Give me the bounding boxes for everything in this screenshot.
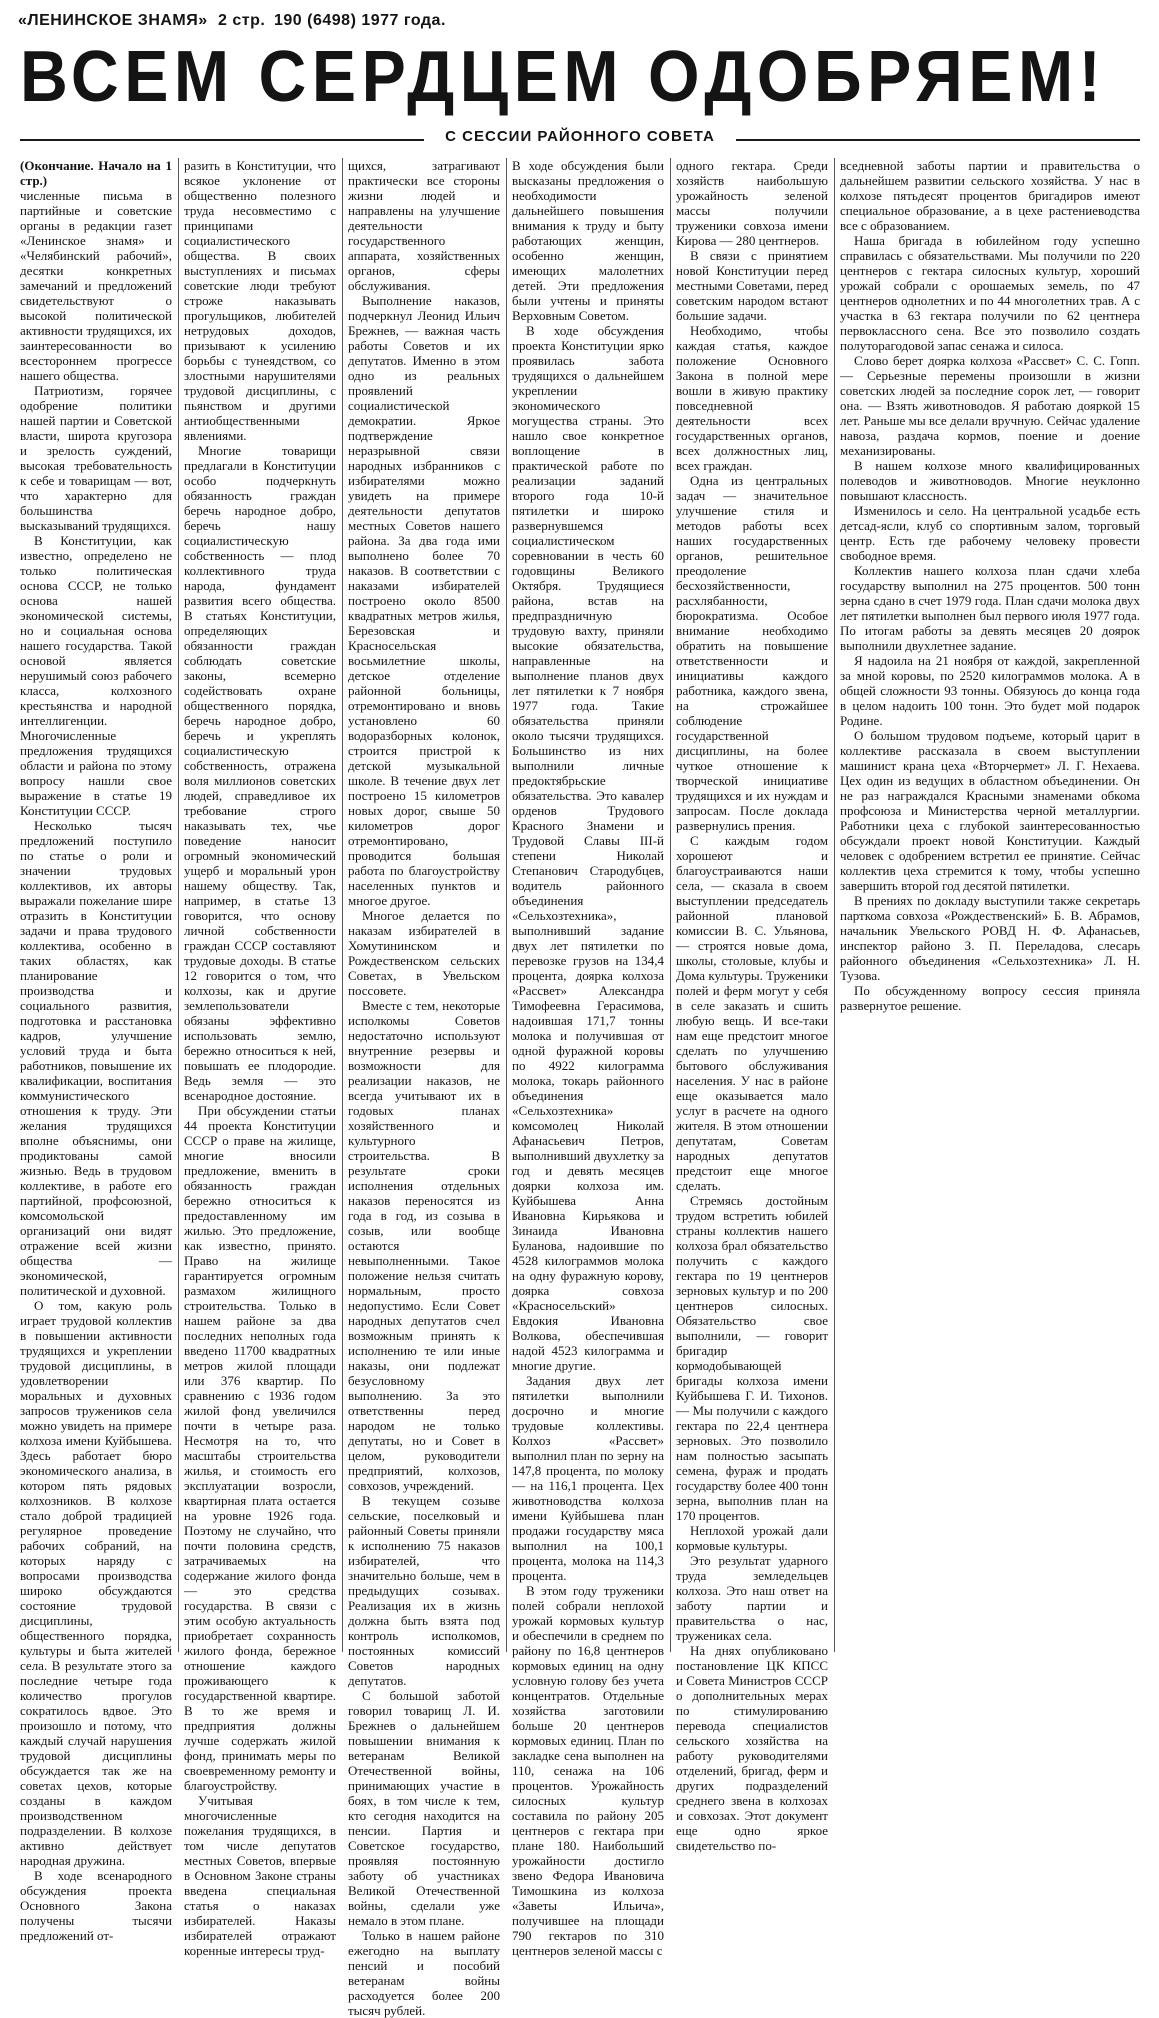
paragraph: Многое делается по наказам избирателей в Хомутининском и Рождественском сельских Советах, в Увельском поссовете. — [348, 908, 500, 998]
subhead-block — [20, 128, 1140, 152]
paragraph: численные письма в партийные и советские органы в редакции газет «Ленинское знамя» и «Челябинский рабочий», десятки конкретных замечаний и предложений свидетельствуют о высокой политической активности трудящихся, их заинтересованности во всестороннем прогрессе нашего общества. — [20, 188, 172, 383]
paragraph: В ходе обсуждения были высказаны предложения о необходимости дальнейшего повышения внимания к труду и быту работающих женщин, особенно женщин, имеющих малолетних детей. Эти предложения были учтены и приняты Верховным Советом. — [512, 158, 664, 323]
paragraph: Изменилось и село. На центральной усадьбе есть детсад-ясли, клуб со спортивным залом, торговый центр. Есть где рабочему человеку провести свободное время. — [840, 503, 1140, 563]
column-5 — [676, 158, 828, 1853]
paragraph: В ходе всенародного обсуждения проекта Основного Закона получены тысячи предложений от- — [20, 1868, 172, 1943]
column-3 — [348, 158, 500, 2018]
paragraph: Задания двух лет пятилетки выполнили досрочно и многие трудовые коллективы. Колхоз «Рассвет» выполнил план по зерну на 147,8 процента, по молоку — на 116,1 процента. Цех животноводства колхоза имени Куйбышева план продажи государству мяса выполнил на 100,1 процента, молока на 114,3 процента. — [512, 1373, 664, 1583]
paragraph: В прениях по докладу выступили также секретарь парткома совхоза «Рождественский» Б. В. Абрамов, начальник Увельского РОВД Н. Ф. Афанасьев, инспектор районо З. П. Переладова, слесарь районного объединения «Сельхозтехника» Л. Н. Тузова. — [840, 893, 1140, 983]
continuation-note: (Окончание. Начало на 1 стр.) — [20, 158, 172, 188]
paragraph: В этом году труженики полей собрали неплохой урожай кормовых культур и обеспечили в среднем по району по 16,8 центнеров кормовых единиц на одну условную голову без учета концентратов. Отдельные хозяйства заготовили больше 20 центнеров кормовых единиц. План по закладке сена выполнен на 110, сенажа на 106 процентов. Урожайность силосных культур составила по району 205 центнеров с гектара при плане 180. Наибольший урожайности достигло звено Федора Ивановича Тимошкина из колхоза «Заветы Ильича», получившее на площади 790 гектаров по 310 центнеров зеленой массы с — [512, 1583, 664, 1958]
paragraph: В ходе обсуждения проекта Конституции ярко проявилась забота трудящихся о дальнейшем укреплении экономического могущества страны. Это нашло свое конкретное воплощение в практической работе по реализации заданий второго года 10-й пятилетки и широко развернувшемся социалистическом соревновании в честь 60 годовщины Великого Октября. Трудящиеся района, встав на предпраздничную трудовую вахту, приняли высокие обязательства, направленные на выполнение планов двух лет пятилетки к 7 ноября 1977 года. Такие обязательства приняли около тысячи трудящихся. Большинство из них выполнили личные предоктябрьские обязательства. Это кавалер орденов Трудового Красного Знамени и Трудовой Славы III-й степени Николай Степанович Стародубцев, водитель районного объединения «Сельхозтехника», выполнивший задание двух лет пятилетки по перевозке грузов на 134,4 процента, доярка колхоза «Рассвет» Александра Тимофеевна Герасимова, надоившая 171,7 тонны молока и получившая от одной фуражной коровы по 4922 килограмма молока, токарь районного объединения «Сельхозтехника» комсомолец Николай Афанасьевич Петров, выполнивший двухлетку за год и девять месяцев доярки колхоза им. Куйбышева Анна Ивановна Кирьякова и Зинаида Ивановна Буланова, надоившие по 4528 килограммов молока на одну фуражную корову, доярка совхоза «Красносельский» Евдокия Ивановна Волкова, обеспечившая надой 4523 килограмма и многие другие. — [512, 323, 664, 1373]
headline: ВСЕМ СЕРДЦЕМ ОДОБРЯЕМ! — [20, 37, 1107, 117]
subhead: С СЕССИИ РАЙОННОГО СОВЕТА — [445, 128, 715, 145]
paragraph: Вместе с тем, некоторые исполкомы Советов недостаточно используют внутренние резервы и возможности для реализации наказов, не всегда учитывают их в годовых планах хозяйственного и культурного строительства. В результате сроки исполнения отдельных наказов переносятся из года в год, из созыва в созыв, или вообще остаются невыполненными. Такое положение нельзя считать нормальным, просто недопустимо. Если Совет народных депутатов счел возможным принять к исполнению те или иные наказы, они подлежат безусловному выполнению. За это ответственны перед народом не только депутаты, но и Совет в целом, руководители предприятий, колхозов, совхозов, учреждений. — [348, 998, 500, 1493]
paragraph: Наша бригада в юбилейном году успешно справилась с обязательствами. Мы получили по 220 центнеров с гектара силосных культур, хороший урожай собрали с орошаемых земель, по 47 центнеров однолетних и по 44 многолетних трав. А с участка в 63 гектара получили по 62 центнера первоклассного сена. Все это позволило создать полуторагодовой запас сенажа и силоса. — [840, 233, 1140, 353]
paragraph: Патриотизм, горячее одобрение политики нашей партии и Советской власти, широта кругозора и зрелость суждений, высокая требовательность к себе и товарищам — вот, что характерно для большинства высказываний трудящихся. — [20, 383, 172, 533]
column-rule — [506, 158, 507, 1652]
column-6 — [840, 158, 1140, 1652]
paragraph: Я надоила на 21 ноября от каждой, закрепленной за мной коровы, по 2520 килограммов молока. А в общей сложности 93 тонны. Обязуюсь до конца года в целом надоить 100 тонн. Это будет мой подарок Родине. — [840, 653, 1140, 728]
paragraph: С каждым годом хорошеют и благоустраиваются наши села, — сказала в своем выступлении председатель районной плановой комиссии В. С. Ульянова, — строятся новые дома, школы, столовые, клубы и Дома культуры. Труженики полей и ферм могут у себя в селе заказать и сшить любую вещь. И все-таки нам еще предстоит многое сделать по улучшению бытового обслуживания населения. У нас в районе еще оказывается мало услуг в расчете на одного жителя. В этом отношении депутатам, Советам народных депутатов предстоит еще многое сделать. — [676, 833, 828, 1193]
paragraph: Необходимо, чтобы каждая статья, каждое положение Основного Закона в полной мере вошли в живую практику повседневной деятельности всех государственных органов, всех должностных лиц, всех граждан. — [676, 323, 828, 473]
column-rule — [178, 158, 179, 1652]
column-rule — [342, 158, 343, 1652]
newspaper-name: «ЛЕНИНСКОЕ ЗНАМЯ» — [18, 12, 208, 29]
paragraph: Только в нашем районе ежегодно на выплату пенсий и пособий ветеранам войны расходуется более 200 тысяч рублей. — [348, 1928, 500, 2018]
column-rule — [670, 158, 671, 1652]
paragraph: Неплохой урожай дали кормовые культуры. — [676, 1523, 828, 1553]
paragraph: Стремясь достойным трудом встретить юбилей страны коллектив нашего колхоза брал обязательство получить с каждого гектара по 19 центнеров зерновых культур и по 200 центнеров силосных. Обязательство свое выполнили, — говорит бригадир кормодобывающей бригады колхоза имени Куйбышева Г. И. Тихонов. — Мы получили с каждого гектара по 22,4 центнера зерновых. Это позволило нам полностью засыпать семена, фураж и продать государству более 400 тонн зерна, выполнив план на 170 процентов. — [676, 1193, 828, 1523]
masthead — [18, 12, 1142, 38]
paragraph: По обсужденному вопросу сессия приняла развернутое решение. — [840, 983, 1140, 1013]
column-rule — [834, 158, 835, 1652]
paragraph: Одна из центральных задач — значительное улучшение стиля и методов работы всех наших государственных органов, решительное преодоление бесхозяйственности, расхлябанности, бюрократизма. Особое внимание необходимо обратить на повышение ответственности и инициативы каждого работника, каждого звена, на строжайшее соблюдение государственной дисциплины, на более чуткое отношение к творческой инициативе трудящихся и их нуждам и запросам. После доклада развернулись прения. — [676, 473, 828, 833]
paragraph: В нашем колхозе много квалифицированных полеводов и животноводов. Многие неуклонно повышают классность. — [840, 458, 1140, 503]
subhead-rule-right — [736, 139, 1140, 141]
paragraph: Коллектив нашего колхоза план сдачи хлеба государству выполнил на 275 процентов. 500 тонн зерна сдано в счет 1979 года. План сдачи молока двух лет пятилетки выполнен был первого июля 1977 года. По итогам работы за девять месяцев 20 доярок выполнили двухлетнее задание. — [840, 563, 1140, 653]
subhead-rule-left — [20, 139, 424, 141]
paragraph: О большом трудовом подъеме, который царит в коллективе рассказала в своем выступлении машинист крана цеха «Вторчермет» Л. Г. Нехаева. Цех один из ведущих в областном объединении. Он не раз награждался Красными знаменами обкома профсоюза и Министерства черной металлургии. Работники цеха с глубокой заинтересованностью обсуждали проект новой Конституции. Каждый человек с одобрением встретил ее принятие. Сейчас коллектив цеха стремится к тому, чтобы успешно завершить второй год десятой пятилетки. — [840, 728, 1140, 893]
paragraph: разить в Конституции, что всякое уклонение от общественно полезного труда несовместимо с принципами социалистического общества. В своих выступлениях и письмах советские люди требуют строже наказывать прогульщиков, любителей нетрудовых доходов, призывают к усилению борьбы с тунеядством, со злостными нарушителями трудовой дисциплины, с пьянством и другими антиобщественными явлениями. — [184, 158, 336, 443]
paragraph: вседневной заботы партии и правительства о дальнейшем развитии сельского хозяйства. У нас в колхозе пятьдесят процентов бригадиров имеют специальное образование, а в цехе растениеводства все с образованием. — [840, 158, 1140, 233]
paragraph: О том, какую роль играет трудовой коллектив в повышении активности трудящихся и укреплении трудовой дисциплины, в удовлетворении моральных и духовных запросов тружеников села можно увидеть на примере колхоза имени Куйбышева. Здесь работает бюро экономического анализа, в котором пять рядовых колхозников. В колхозе стало доброй традицией регулярное проведение рабочих собраний, на которых наряду с вопросами производства широко обсуждаются состояние трудовой дисциплины, общественного порядка, культуры и быта жителей села. В результате этого за последние четыре года количество прогулов сократилось вдвое. Это произошло и потому, что каждый случай нарушения трудовой дисциплины обсуждается так же на советах цехов, которые созданы в каждом производственном подразделении. В колхозе активно действует народная дружина. — [20, 1298, 172, 1868]
paragraph: При обсуждении статьи 44 проекта Конституции СССР о праве на жилище, многие вносили предложение, вменить в обязанность граждан бережно относиться к предоставленному им жилью. Это предложение, как известно, принято. Право на жилище гарантируется огромным размахом жилищного строительства. Только в нашем районе за два последних неполных года введено 11700 квадратных метров жилой площади или 376 квартир. По сравнению с 1936 годом жилой фонд увеличился почти в четыре раза. Несмотря на то, что масштабы строительства жилья, и стоимость его эксплуатации возросли, квартирная плата остается на уровне 1926 года. Поэтому не случайно, что почти половина средств, затрачиваемых на содержание жилого фонда — это средства государства. В связи с этим особую актуальность приобретает сохранность жилого фонда, бережное отношение каждого проживающего к государственной квартире. В то же время и предприятия должны лучше содержать жилой фонд, принимать меры по своевременному ремонту и благоустройству. — [184, 1103, 336, 1793]
paragraph: В Конституции, как известно, определено не только политическая основа СССР, не только основа нашей экономической системы, но и социальная основа нашего государства. Такой основой является нерушимый союз рабочего класса, колхозного крестьянства и народной интеллигенции. Многочисленные предложения трудящихся области и района по этому вопросу нашли свое выражение в статье 19 Конституции СССР. — [20, 533, 172, 818]
paragraph: Это результат ударного труда земледельцев колхоза. Это наш ответ на заботу партии и правительства о нас, тружениках села. — [676, 1553, 828, 1643]
paragraph: На днях опубликовано постановление ЦК КПСС и Совета Министров СССР о дополнительных мерах по стимулированию перевода специалистов сельского хозяйства на работу руководителями отделений, бригад, ферм и других подразделений среднего звена в колхозах и совхозах. Этот документ еще одно яркое свидетельство по- — [676, 1643, 828, 1853]
column-2 — [184, 158, 336, 1958]
paragraph: Выполнение наказов, подчеркнул Леонид Ильич Брежнев, — важная часть работы Советов и их депутатов. Именно в этом одно из реальных проявлений социалистической демократии. Яркое подтверждение неразрывной связи народных избранников с избирателями можно увидеть на примере деятельности депутатов местных Советов нашего района. За два года ими выполнено более 70 наказов. В соответствии с наказами избирателей построено около 8500 квадратных метров жилья, Березовская и Красносельская восьмилетние школы, детское отделение районной больницы, отремонтировано и вновь установлено 60 водоразборных колонок, строится пристрой к детской музыкальной школе. В течение двух лет построено 15 километров новых дорог, свыше 50 километров дорог отремонтировано, проводится большая работа по благоустройству населенных пунктов и многое другое. — [348, 293, 500, 908]
issue-info: 190 (6498) 1977 года. — [274, 12, 446, 29]
paragraph: щихся, затрагивают практически все стороны жизни людей и направлены на улучшение деятельности государственного аппарата, хозяйственных органов, сферы обслуживания. — [348, 158, 500, 293]
page-number: 2 стр. — [218, 12, 266, 29]
paragraph: одного гектара. Среди хозяйств наибольшую урожайность зеленой массы получили труженики совхоза имени Кирова — 280 центнеров. — [676, 158, 828, 248]
article-columns — [20, 158, 1140, 2018]
paragraph: Несколько тысяч предложений поступило по статье о роли и значении трудовых коллективов, их авторы выражали пожелание шире отразить в Конституции задачи и права трудового коллектива, особенно в таких областях, как планирование производства и социального развития, подготовка и расстановка кадров, улучшение условий труда и быта работников, повышение их квалификации, воспитания коммунистического отношения к труду. Эти желания трудящихся вполне объяснимы, они продиктованы самой жизнью. Ведь в трудовом коллективе, в работе его партийной, профсоюзной, комсомольской организаций они видят отражение всей жизни общества — экономической, политической и духовной. — [20, 818, 172, 1298]
column-1 — [20, 158, 172, 1943]
column-4 — [512, 158, 664, 1958]
paragraph: С большой заботой говорил товарищ Л. И. Брежнев о дальнейшем повышении внимания к ветеранам Великой Отечественной войны, принимающих участие в боях, в том числе к тем, кто сегодня находится на пенсии. Партия и Советское государство, проявляя постоянную заботу об участниках Великой Отечественной войны, сделали уже немало в этом плане. — [348, 1688, 500, 1928]
paragraph: В текущем созыве сельские, поселковый и районный Советы приняли к исполнению 75 наказов избирателей, что значительно больше, чем в предыдущих созывах. Реализация их в жизнь должна быть взята под контроль исполкомов, постоянных комиссий Советов народных депутатов. — [348, 1493, 500, 1688]
paragraph: Многие товарищи предлагали в Конституции особо подчеркнуть обязанность граждан беречь народное добро, беречь нашу социалистическую собственность — плод коллективного труда народа, фундамент развития всего общества. В статьях Конституции, определяющих обязанности граждан соблюдать советские законы, всемерно содействовать охране общественного порядка, беречь народное добро, беречь и укреплять социалистическую собственность, отражена воля миллионов советских людей, справедливое их требование строго наказывать тех, чье поведение наносит огромный экономический ущерб и моральный урон нашему обществу. Так, например, в статье 13 говорится, что основу личной собственности граждан СССР составляют трудовые доходы. В статье 12 говорится о том, что колхозы, как и другие землепользователи обязаны эффективно использовать землю, бережно относиться к ней, повышать ее плодородие. Ведь земля — это всенародное достояние. — [184, 443, 336, 1103]
paragraph: В связи с принятием новой Конституции перед местными Советами, перед советским народом встают большие задачи. — [676, 248, 828, 323]
paragraph: Слово берет доярка колхоза «Рассвет» С. С. Гопп. — Серьезные перемены произошли в жизни советских людей за последние сорок лет, — говорит она. — Взять животноводов. Я работаю дояркой 15 лет. Раньше мы все делали вручную. Сейчас удаление навоза, раздача кормов, поение и доение механизированы. — [840, 353, 1140, 458]
paragraph: Учитывая многочисленные пожелания трудящихся, в том числе депутатов местных Советов, впервые в Основном Законе страны введена специальная статья о наказах избирателей. Наказы избирателей отражают коренные интересы труд- — [184, 1793, 336, 1958]
